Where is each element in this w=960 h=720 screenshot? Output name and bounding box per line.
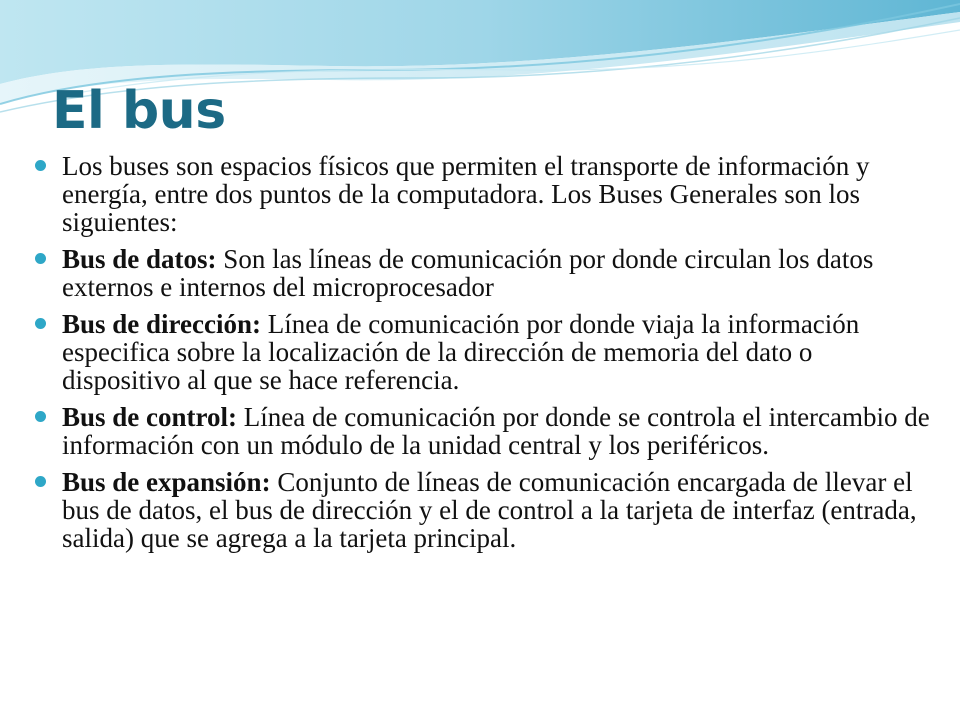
bullet-bus-de-control	[34, 403, 934, 459]
bullet-text: Conjunto de líneas de comunicación encargada de llevar el bus de datos, el bus de dirección y el de control a la tarjeta de interfaz (entrada, salida) que se agrega a la tarjeta principal.	[62, 467, 917, 553]
bullet-list	[34, 152, 934, 552]
slide-content	[34, 152, 934, 561]
bullet-text: Línea de comunicación por donde se controla el intercambio de información con un módulo de la unidad central y los periféricos.	[62, 402, 930, 460]
bullet-bus-de-datos	[34, 245, 934, 301]
bullet-text: Línea de comunicación por donde viaja la información especifica sobre la localización de la dirección de memoria del dato o dispositivo al que se hace referencia.	[62, 309, 860, 395]
bullet-bus-de-direccion	[34, 310, 934, 394]
bullet-term: Bus de expansión:	[62, 467, 271, 497]
bullet-bus-de-expansion	[34, 468, 934, 552]
bullet-dot-icon	[35, 253, 46, 264]
bullet-term: Bus de dirección:	[62, 309, 262, 339]
bullet-dot-icon	[35, 160, 46, 171]
bullet-term: Bus de datos:	[62, 244, 217, 274]
bullet-intro	[34, 152, 934, 236]
bullet-dot-icon	[35, 476, 46, 487]
slide-title: El bus	[52, 81, 226, 141]
bullet-dot-icon	[35, 411, 46, 422]
bullet-text: Son las líneas de comunicación por donde circulan los datos externos e internos del microprocesador	[62, 244, 874, 302]
bullet-text: Los buses son espacios físicos que permiten el transporte de información y energía, entre dos puntos de la computadora. Los Buses Generales son los siguientes:	[62, 151, 870, 237]
bullet-term: Bus de control:	[62, 402, 238, 432]
bullet-dot-icon	[35, 318, 46, 329]
